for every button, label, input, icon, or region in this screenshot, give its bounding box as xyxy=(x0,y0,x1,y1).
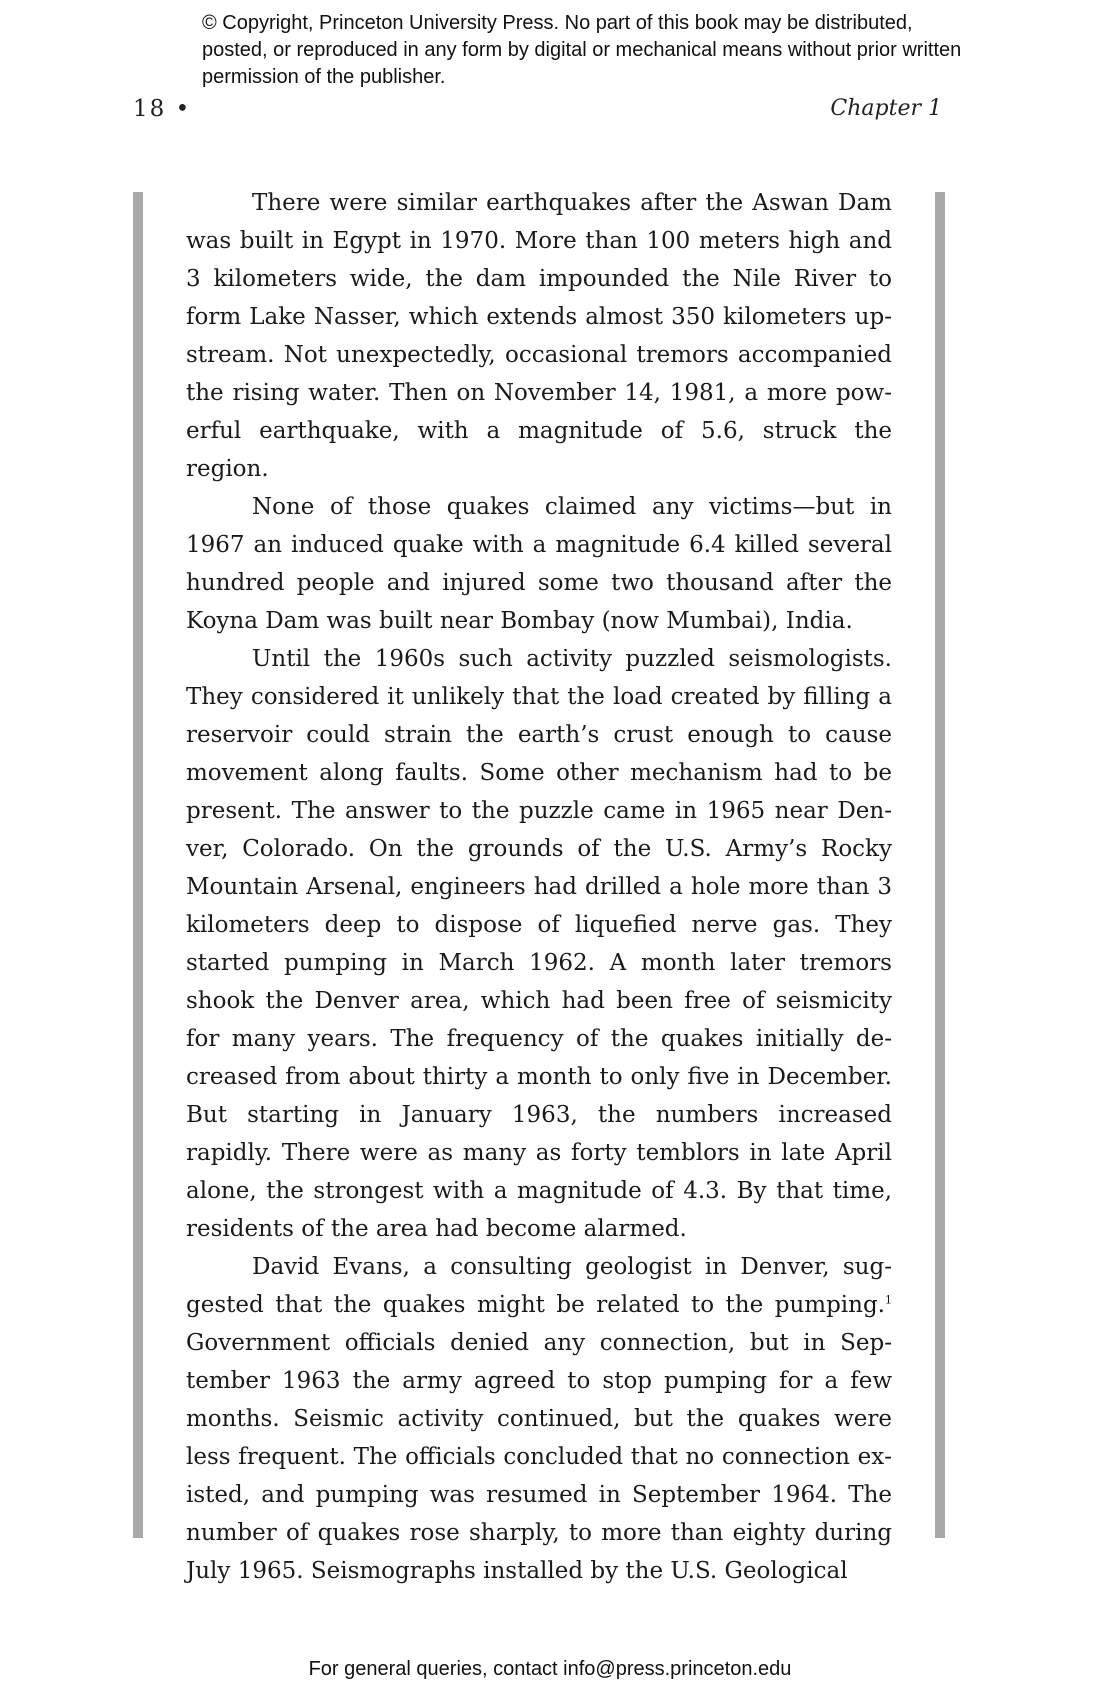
running-head xyxy=(133,96,942,130)
body-text xyxy=(186,184,892,1590)
footer-contact: For general queries, contact info@press.princeton.edu xyxy=(308,1658,792,1680)
paragraph-koyna-dam: None of those quakes claimed any victims—but in 1967 an induced quake with a magnitude 6.4 killed several hundred people and injured some two thousand after the Koyna Dam was built near Bombay (now Mumbai), India. xyxy=(186,494,892,634)
chapter-label: Chapter 1 xyxy=(830,96,942,121)
paragraph-david-evans xyxy=(186,1248,892,1590)
paragraph-david-evans-start: David Evans, a consulting geologist in Denver, suggested that the quakes might be related to the pumping. xyxy=(186,1254,892,1318)
page-number: 18 • xyxy=(133,96,192,122)
paragraph-aswan-dam: There were similar earthquakes after the Aswan Dam was built in Egypt in 1970. More than 100 meters high and 3 kilometers wide, the dam impounded the Nile River to form Lake Nasser, which extends almost 350 kilometers upstream. Not unexpectedly, occasional tremors accompanied the rising water. Then on November 14, 1981, a more powerful earthquake, with a magnitude of 5.6, struck the region. xyxy=(186,190,892,482)
left-margin-bar xyxy=(133,192,143,1538)
right-margin-bar xyxy=(935,192,945,1538)
footnote-marker[interactable]: 1 xyxy=(885,1293,892,1307)
paragraph-denver-arsenal: Until the 1960s such activity puzzled seismologists. They considered it unlikely that the load created by filling a reservoir could strain the earth’s crust enough to cause movement along faults. Some other mechanism had to be present. The answer to the puzzle came in 1965 near Denver, Colorado. On the grounds of the U.S. Army’s Rocky Mountain Arsenal, engineers had drilled a hole more than 3 kilometers deep to dispose of liquefied nerve gas. They started pumping in March 1962. A month later tremors shook the Denver area, which had been free of seismicity for many years. The frequency of the quakes initially decreased from about thirty a month to only five in December. But starting in January 1963, the numbers increased rapidly. There were as many as forty temblors in late April alone, the strongest with a magnitude of 4.3. By that time, residents of the area had become alarmed. xyxy=(186,646,892,1242)
copyright-notice: © Copyright, Princeton University Press. No part of this book may be distributed, posted, or reproduced in any form by digital or mechanical means without prior written permission of the publisher. xyxy=(202,12,962,88)
paragraph-david-evans-rest: Government officials denied any connection, but in September 1963 the army agreed to stop pumping for a few months. Seismic activity continued, but the quakes were less frequent. The officials concluded that no connection existed, and pumping was resumed in September 1964. The number of quakes rose sharply, to more than eighty during July 1965. Seismographs installed by the U.S. Geological xyxy=(186,1330,892,1584)
